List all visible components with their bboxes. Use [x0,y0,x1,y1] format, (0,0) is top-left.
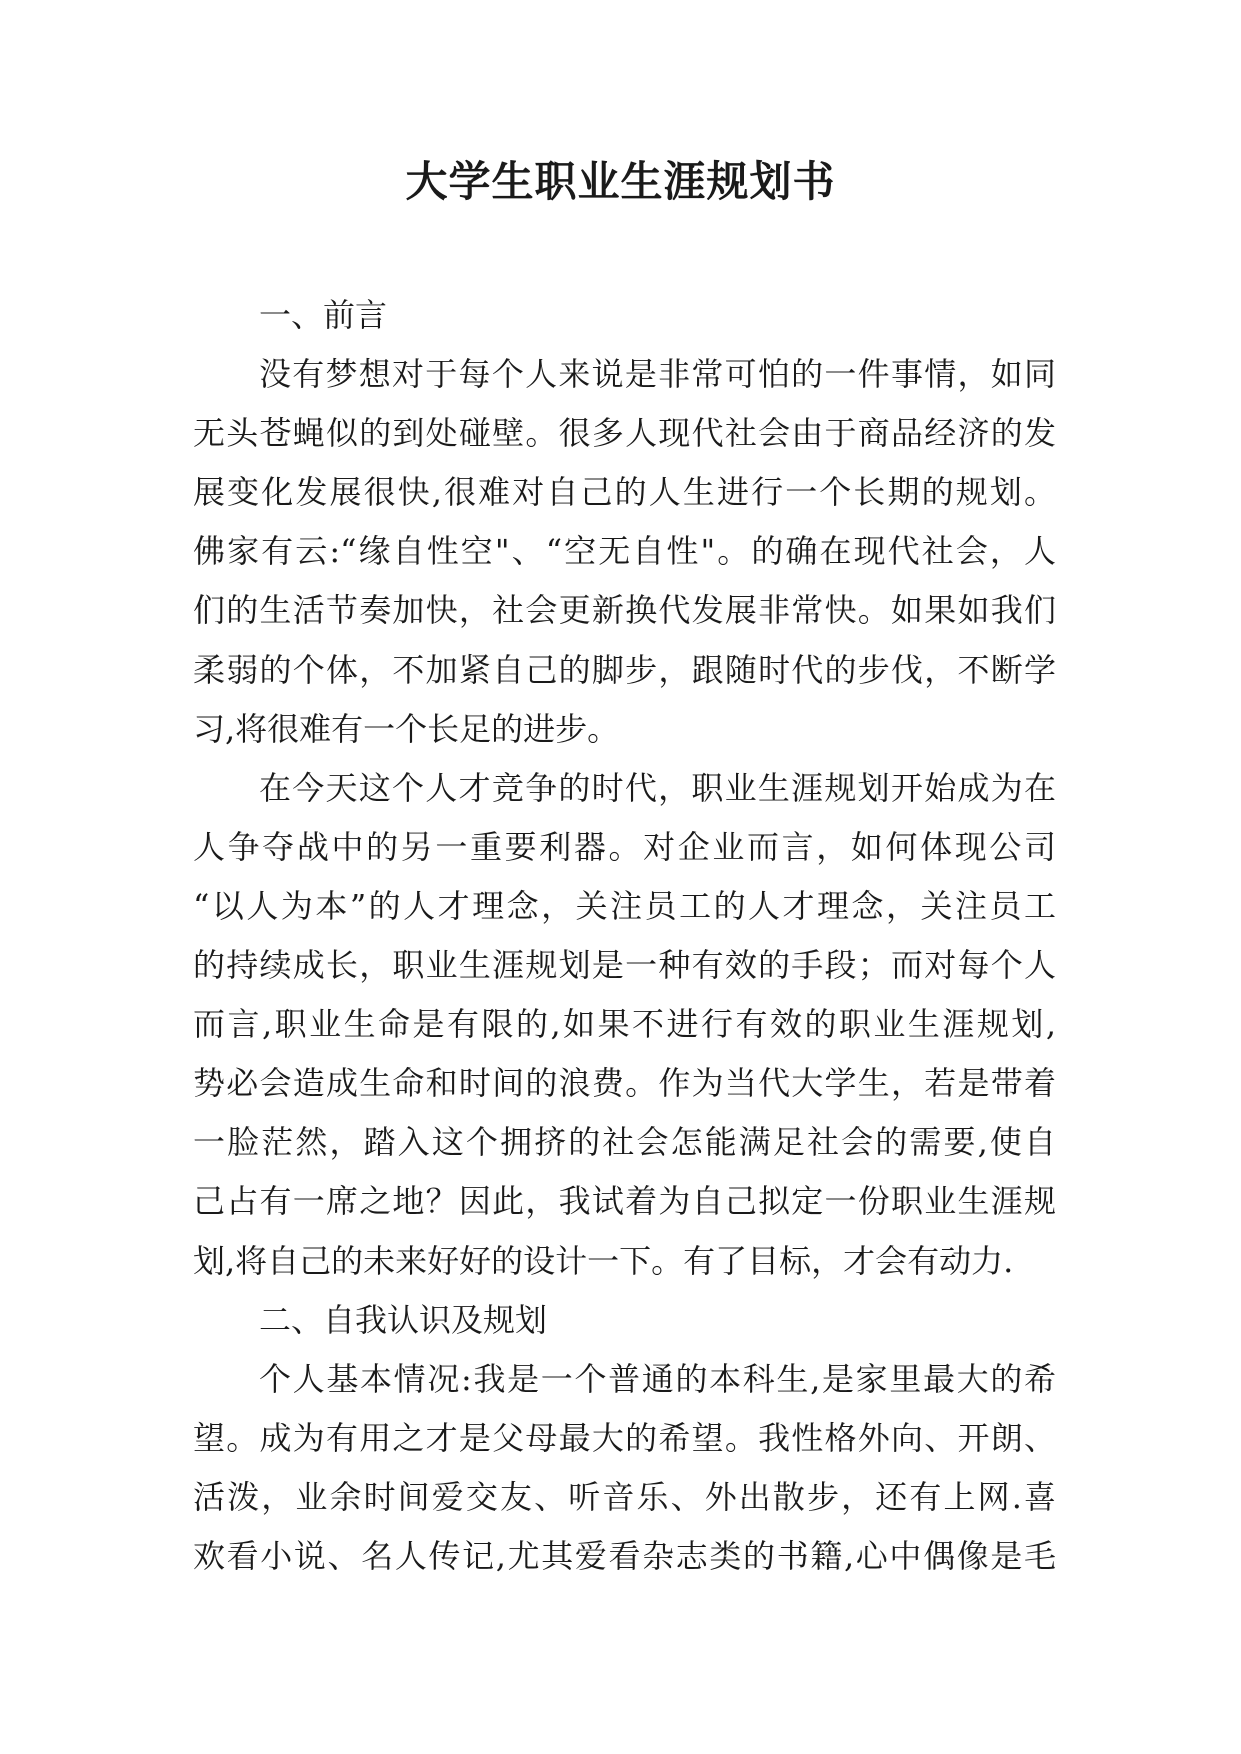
text-line: 柔弱的个体，不加紧自己的脚步，跟随时代的步伐，不断学 [193,650,1056,689]
text-line: 在今天这个人才竞争的时代，职业生涯规划开始成为在 [259,768,1056,807]
text-line: 习,将很难有一个长足的进步。 [193,709,620,748]
document-body [193,286,1056,1586]
text-line: 的持续成长，职业生涯规划是一种有效的手段；而对每个人 [193,946,1056,985]
text-line: 势必会造成生命和时间的浪费。作为当代大学生，若是带着 [193,1064,1056,1103]
text-line: 佛家有云:“缘自性空"、“空无自性"。的确在现代社会，人 [193,532,1056,571]
text-line: 无头苍蝇似的到处碰壁。很多人现代社会由于商品经济的发 [193,414,1056,453]
text-line: 一、前言 [259,296,388,334]
text-line: 欢看小说、名人传记,尤其爱看杂志类的书籍,心中偶像是毛 [193,1536,1056,1575]
text-line: 己占有一席之地？因此，我试着为自己拟定一份职业生涯规 [193,1182,1056,1221]
text-line: 二、自我认识及规划 [259,1300,548,1339]
text-line: 一脸茫然，踏入这个拥挤的社会怎能满足社会的需要,使自 [193,1123,1056,1162]
text-line: 们的生活节奏加快，社会更新换代发展非常快。如果如我们 [193,591,1056,630]
text-line: 而言,职业生命是有限的,如果不进行有效的职业生涯规划, [193,1005,1056,1044]
text-line: 人争夺战中的另一重要利器。对企业而言，如何体现公司 [193,827,1056,866]
text-line: 望。成为有用之才是父母最大的希望。我性格外向、开朗、 [193,1418,1056,1457]
text-line: “以人为本”的人才理念，关注员工的人才理念，关注员工 [193,886,1056,925]
text-line: 个人基本情况:我是一个普通的本科生,是家里最大的希 [259,1359,1056,1398]
text-line: 展变化发展很快,很难对自己的人生进行一个长期的规划。 [193,473,1056,512]
text-line: 划,将自己的未来好好的设计一下。有了目标，才会有动力. [193,1241,1014,1280]
document-title: 大学生职业生涯规划书 [405,157,836,206]
text-line: 没有梦想对于每个人来说是非常可怕的一件事情，如同 [259,355,1056,394]
text-line: 活泼，业余时间爱交友、听音乐、外出散步，还有上网.喜 [193,1477,1056,1516]
